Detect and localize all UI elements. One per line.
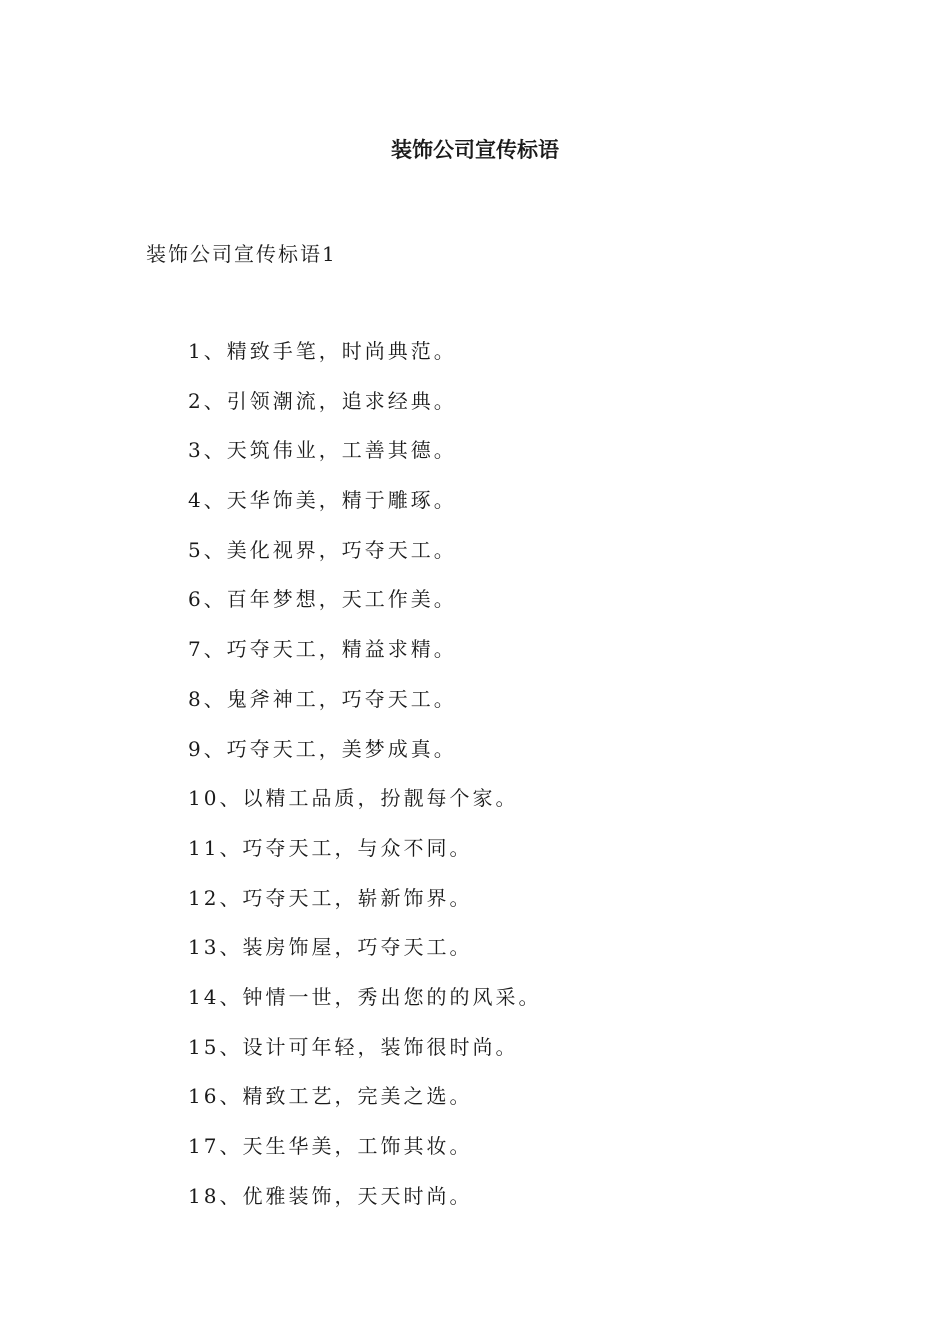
slogan-item: 15、设计可年轻，装饰很时尚。 xyxy=(188,1034,519,1059)
document-title: 装饰公司宣传标语 xyxy=(391,138,559,162)
slogan-item: 14、钟情一世，秀出您的的风采。 xyxy=(188,984,542,1009)
slogan-item: 10、以精工品质，扮靓每个家。 xyxy=(188,786,519,811)
slogan-item: 7、巧夺天工，精益求精。 xyxy=(188,637,457,662)
slogan-item: 4、天华饰美，精于雕琢。 xyxy=(188,488,457,513)
slogan-item: 17、天生华美，工饰其妆。 xyxy=(188,1134,473,1158)
slogan-item: 1、精致手笔，时尚典范。 xyxy=(188,339,457,363)
slogan-item: 16、精致工艺，完美之选。 xyxy=(188,1084,473,1109)
slogan-item: 8、鬼斧神工，巧夺天工。 xyxy=(188,686,457,711)
slogan-list xyxy=(188,336,541,1230)
section-heading: 装饰公司宣传标语1 xyxy=(146,242,337,266)
slogan-item: 2、引领潮流，追求经典。 xyxy=(188,388,457,413)
slogan-item: 12、巧夺天工，崭新饰界。 xyxy=(188,885,473,910)
slogan-item: 18、优雅装饰，天天时尚。 xyxy=(188,1183,473,1208)
slogan-item: 11、巧夺天工，与众不同。 xyxy=(188,835,473,860)
slogan-item: 6、百年梦想，天工作美。 xyxy=(188,587,457,612)
slogan-item: 9、巧夺天工，美梦成真。 xyxy=(188,736,457,761)
slogan-item: 3、天筑伟业，工善其德。 xyxy=(188,438,457,463)
slogan-item: 13、装房饰屋，巧夺天工。 xyxy=(188,935,473,960)
slogan-item: 5、美化视界，巧夺天工。 xyxy=(188,537,457,562)
